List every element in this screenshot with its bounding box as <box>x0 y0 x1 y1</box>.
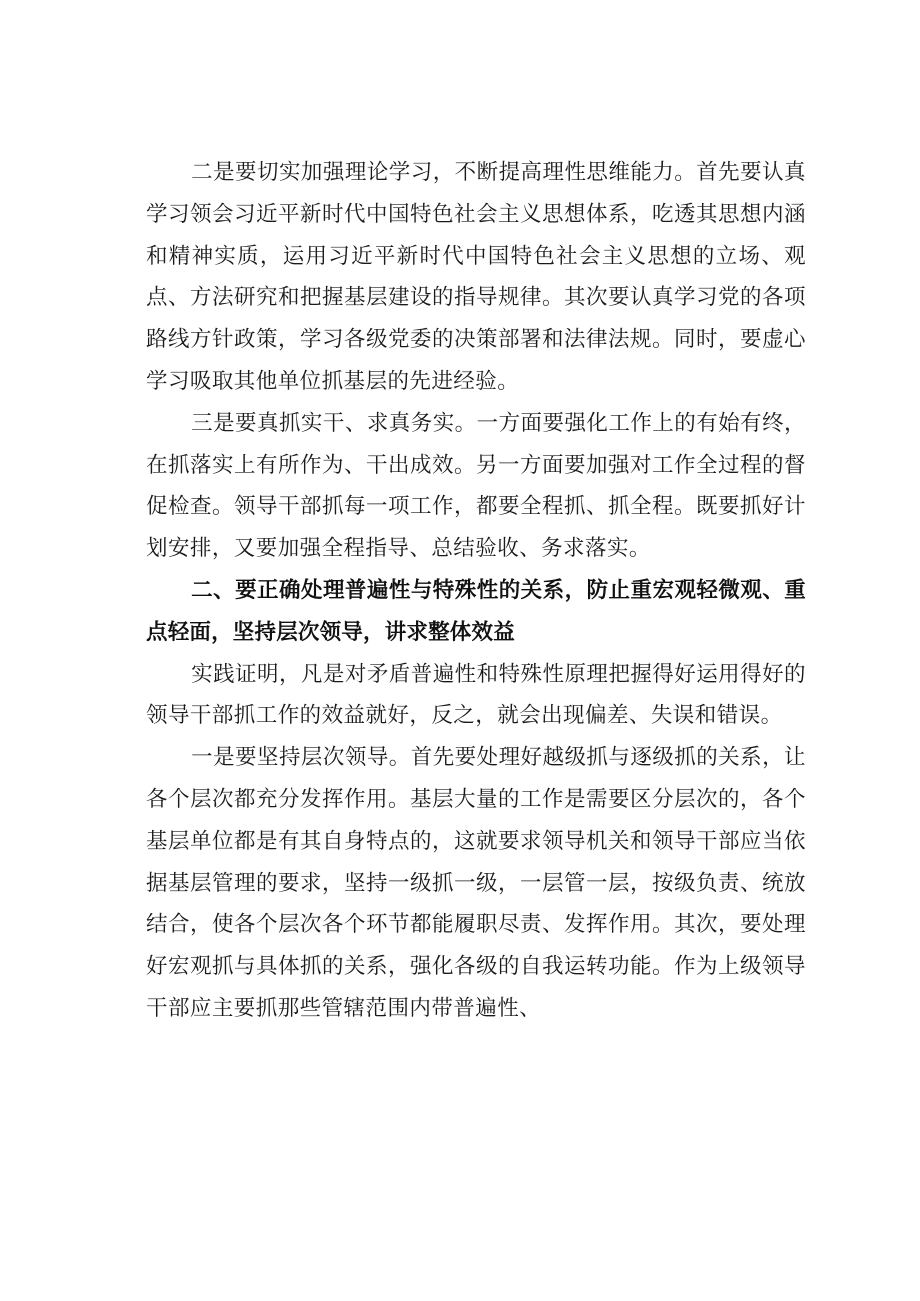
paragraph-theory-study: 二是要切实加强理论学习，不断提高理性思维能力。首先要认真学习领会习近平新时代中国特色社会主义思想体系，吃透其思想内涵和精神实质，运用习近平新时代中国特色社会主义思想的立场、观点、方法研究和把握基层建设的指导规律。其次要认真学习党的各项路线方针政策，学习各级党委的决策部署和法律法规。同时，要虚心学习吸取其他单位抓基层的先进经验。 <box>146 160 806 394</box>
paragraph-level-leadership: 一是要坚持层次领导。首先要处理好越级抓与逐级抓的关系，让各个层次都充分发挥作用。基层大量的工作是需要区分层次的，各个基层单位都是有其自身特点的，这就要求领导机关和领导干部应当依据基层管理的要求，坚持一级抓一级，一层管一层，按级负责、统放结合，使各个层次各个环节都能履职尽责、发挥作用。其次，要处理好宏观抓与具体抓的关系，强化各级的自我运转功能。作为上级领导干部应主要抓那些管辖范围内带普遍性、 <box>146 745 806 1021</box>
section-heading: 二、要正确处理普遍性与特殊性的关系，防止重宏观轻微观、重点轻面，坚持层次领导，讲求整体效益 <box>146 577 806 645</box>
paragraph-practice-proves: 实践证明，凡是对矛盾普遍性和特殊性原理把握得好运用得好的领导干部抓工作的效益就好，反之，就会出现偏差、失误和错误。 <box>146 661 806 729</box>
paragraph-practical-work: 三是要真抓实干、求真务实。一方面要强化工作上的有始有终，在抓落实上有所作为、干出成效。另一方面要加强对工作全过程的督促检查。领导干部抓每一项工作，都要全程抓、抓全程。既要抓好计划安排，又要加强全程指导、总结验收、务求落实。 <box>146 410 806 562</box>
document-body <box>146 152 806 1030</box>
